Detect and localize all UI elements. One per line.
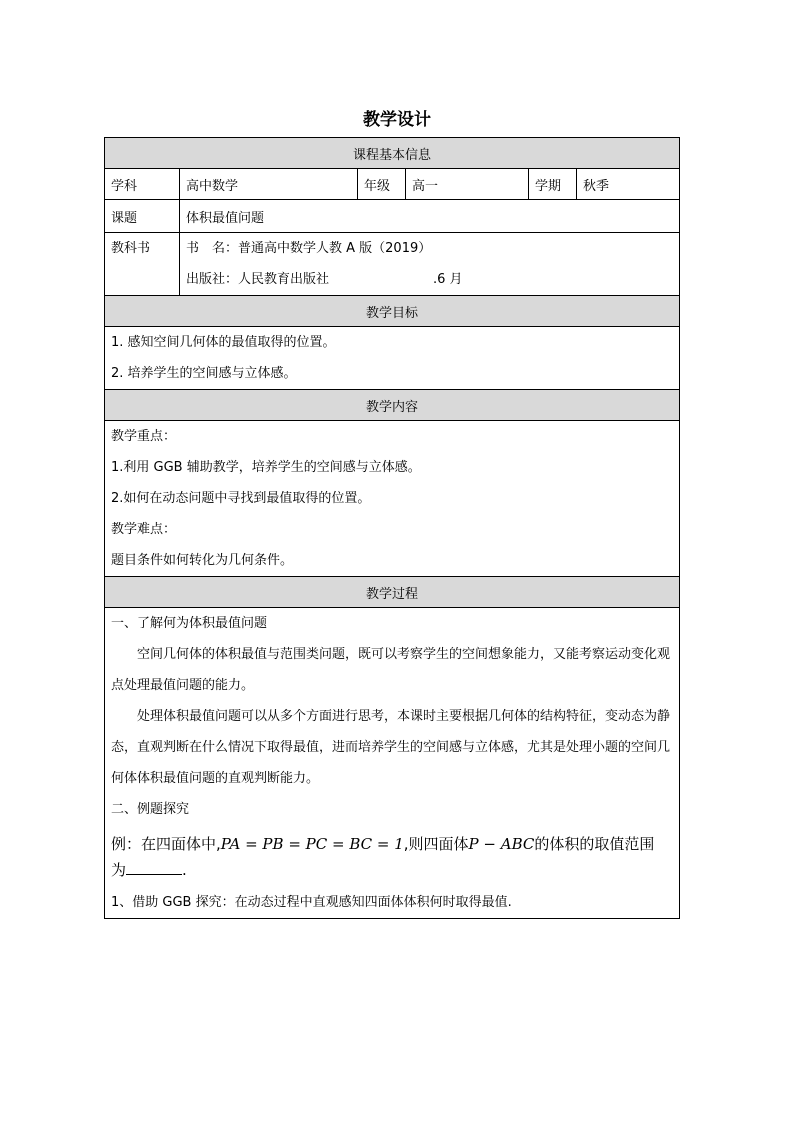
- goals-row: [105, 327, 680, 390]
- goal-item: 2. 培养学生的空间感与立体感。: [111, 366, 297, 381]
- textbook-publisher-line: [186, 264, 673, 295]
- goals-header: 教学目标: [105, 296, 680, 327]
- term-label: 学期: [529, 169, 577, 200]
- teaching-content: [105, 421, 680, 577]
- key-point-item: 1.利用 GGB 辅助教学，培养学生的空间感与立体感。: [111, 460, 421, 475]
- step1-text: 1、借助 GGB 探究：在动态过程中直观感知四面体体积何时取得最值.: [111, 895, 512, 910]
- teaching-process: [105, 608, 680, 919]
- example-problem: [111, 825, 673, 887]
- term-value: 秋季: [577, 169, 680, 200]
- document-title: 教学设计: [363, 110, 431, 130]
- lesson-plan-table: [104, 137, 680, 919]
- basic-info-header: 课程基本信息: [105, 138, 680, 169]
- example-prefix: 例：在四面体中,: [111, 835, 221, 853]
- difficulty-text: 题目条件如何转化为几何条件。: [111, 553, 294, 568]
- goals-header-row: [105, 296, 680, 327]
- process-header-row: [105, 577, 680, 608]
- example-tetrahedron: P − ABC: [468, 835, 535, 853]
- key-points-label: 教学重点：: [111, 429, 177, 444]
- difficulty-label: 教学难点：: [111, 522, 177, 537]
- example-end: .: [182, 861, 187, 879]
- part2-heading: 二、例题探究: [111, 802, 190, 817]
- process-header: 教学过程: [105, 577, 680, 608]
- textbook-row: [105, 233, 680, 296]
- basic-info-header-row: [105, 138, 680, 169]
- part1-paragraph-1: 空间几何体的体积最值与范围类问题，既可以考察学生的空间想象能力，又能考察运动变化观点处理最值问题的能力。: [111, 647, 671, 693]
- part1-heading: 一、了解何为体积最值问题: [111, 616, 268, 631]
- key-point-item: 2.如何在动态问题中寻找到最值取得的位置。: [111, 491, 371, 506]
- example-suffix: 的体积的取值范围: [534, 835, 655, 853]
- answer-blank: [126, 860, 182, 875]
- textbook-publisher: 出版社：人民教育出版社: [186, 272, 330, 287]
- grade-value: 高一: [406, 169, 529, 200]
- part1-paragraph-2: 处理体积最值问题可以从多个方面进行思考，本课时主要根据几何体的结构特征，变动态为静态，直观判断在什么情况下取得最值，进而培养学生的空间感与立体感，尤其是处理小题的空间几何体体积最值问题的直观判断能力。: [111, 709, 671, 786]
- example-mid: ,则四面体: [403, 835, 469, 853]
- content-header-row: [105, 390, 680, 421]
- textbook-month: .6 月: [433, 272, 463, 287]
- content-header: 教学内容: [105, 390, 680, 421]
- example-equation: PA = PB = PC = BC = 1: [220, 835, 404, 853]
- textbook-label: 教科书: [105, 233, 180, 296]
- process-row: [105, 608, 680, 919]
- topic-value: 体积最值问题: [180, 200, 680, 233]
- topic-row: [105, 200, 680, 233]
- content-row: [105, 421, 680, 577]
- subject-label: 学科: [105, 169, 180, 200]
- textbook-book-name: 书 名：普通高中数学人教 A 版（2019）: [186, 241, 432, 256]
- subject-value: 高中数学: [180, 169, 358, 200]
- grade-label: 年级: [358, 169, 406, 200]
- goal-item: 1. 感知空间几何体的最值取得的位置。: [111, 335, 336, 350]
- topic-label: 课题: [105, 200, 180, 233]
- example-tail: 为: [111, 861, 127, 879]
- textbook-value: [180, 233, 680, 296]
- subject-row: [105, 169, 680, 200]
- goals-content: [105, 327, 680, 390]
